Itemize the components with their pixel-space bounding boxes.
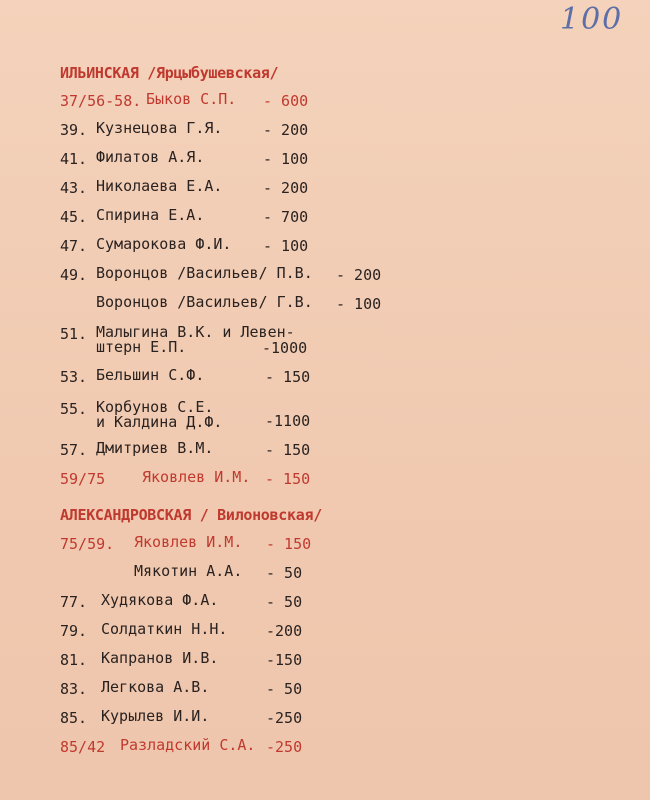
entry-amount: - 50 (266, 564, 303, 582)
entry-name: Бельшин С.Ф. (96, 366, 205, 384)
entry-name: Сумарокова Ф.И. (96, 235, 232, 253)
entry-number: 85. (60, 709, 88, 727)
entry-name: Быков С.П. (146, 90, 237, 108)
entry-amount: - 600 (263, 92, 309, 110)
entry-amount: - 50 (266, 593, 303, 611)
entry-name: Яковлев И.М. (142, 468, 251, 486)
entry-amount: -250 (266, 738, 303, 756)
entry-number: 41. (60, 150, 88, 168)
entry-amount: -200 (266, 622, 303, 640)
entry-amount: -1000 (262, 339, 308, 357)
entry-name: Спирина Е.А. (96, 206, 205, 224)
entry-number: 43. (60, 179, 88, 197)
entry-name: Легкова А.В. (101, 678, 210, 696)
entry-number: 85/42 (60, 738, 106, 756)
entry-amount: - 150 (265, 368, 311, 386)
entry-number: 81. (60, 651, 88, 669)
entry-name: Филатов А.Я. (96, 148, 205, 166)
entry-amount: - 150 (266, 535, 312, 553)
entry-name: Николаева Е.А. (96, 177, 223, 195)
entry-number: 45. (60, 208, 88, 226)
entry-name: Солдаткин Н.Н. (101, 620, 228, 638)
entry-name: Разладский С.А. (120, 736, 256, 754)
entry-number: 55. (60, 400, 88, 418)
section-heading-aleksandrovskaya: АЛЕКСАНДРОВСКАЯ / Вилоновская/ (60, 506, 322, 524)
entry-name: Яковлев И.М. (134, 533, 243, 551)
entry-number: 39. (60, 121, 88, 139)
entry-amount: - 100 (336, 295, 382, 313)
entry-amount: - 50 (266, 680, 303, 698)
entry-amount: - 100 (263, 150, 309, 168)
entry-name: Кузнецова Г.Я. (96, 119, 223, 137)
entry-number: 51. (60, 325, 88, 343)
entry-amount: - 150 (265, 470, 311, 488)
entry-amount: - 100 (263, 237, 309, 255)
entry-name: Воронцов /Васильев/ Г.В. (96, 293, 313, 311)
entry-number: 83. (60, 680, 88, 698)
entry-number: 79. (60, 622, 88, 640)
entry-amount: -250 (266, 709, 303, 727)
entry-number: 49. (60, 266, 88, 284)
entry-name: Мякотин А.А. (134, 562, 243, 580)
entry-amount: -150 (266, 651, 303, 669)
entry-amount: -1100 (265, 412, 311, 430)
entry-row (0, 738, 650, 778)
entry-name: Капранов И.В. (101, 649, 219, 667)
entry-amount: - 200 (336, 266, 382, 284)
entry-number: 57. (60, 441, 88, 459)
entry-row (0, 325, 650, 365)
entry-amount: - 200 (263, 121, 309, 139)
page-number: 100 (560, 2, 624, 37)
entry-amount: - 150 (265, 441, 311, 459)
entry-number: 75/59. (60, 535, 115, 553)
entry-row (0, 470, 650, 510)
entry-name: Корбунов С.Е. и Калдина Д.Ф. (96, 398, 223, 431)
entry-number: 37/56-58. (60, 92, 142, 110)
entry-number: 47. (60, 237, 88, 255)
entry-number: 77. (60, 593, 88, 611)
entry-number: 59/75 (60, 470, 106, 488)
entry-name: Курылев И.И. (101, 707, 210, 725)
entry-row (0, 400, 650, 440)
entry-name: Воронцов /Васильев/ П.В. (96, 264, 313, 282)
section-heading-ilinskaya: ИЛЬИНСКАЯ /Ярцыбушевская/ (60, 64, 279, 82)
entry-amount: - 700 (263, 208, 309, 226)
entry-number: 53. (60, 368, 88, 386)
entry-name: Худякова Ф.А. (101, 591, 219, 609)
entry-amount: - 200 (263, 179, 309, 197)
entry-name: Малыгина В.К. и Левен- штерн Е.П. (96, 323, 295, 356)
entry-name: Дмитриев В.М. (96, 439, 214, 457)
